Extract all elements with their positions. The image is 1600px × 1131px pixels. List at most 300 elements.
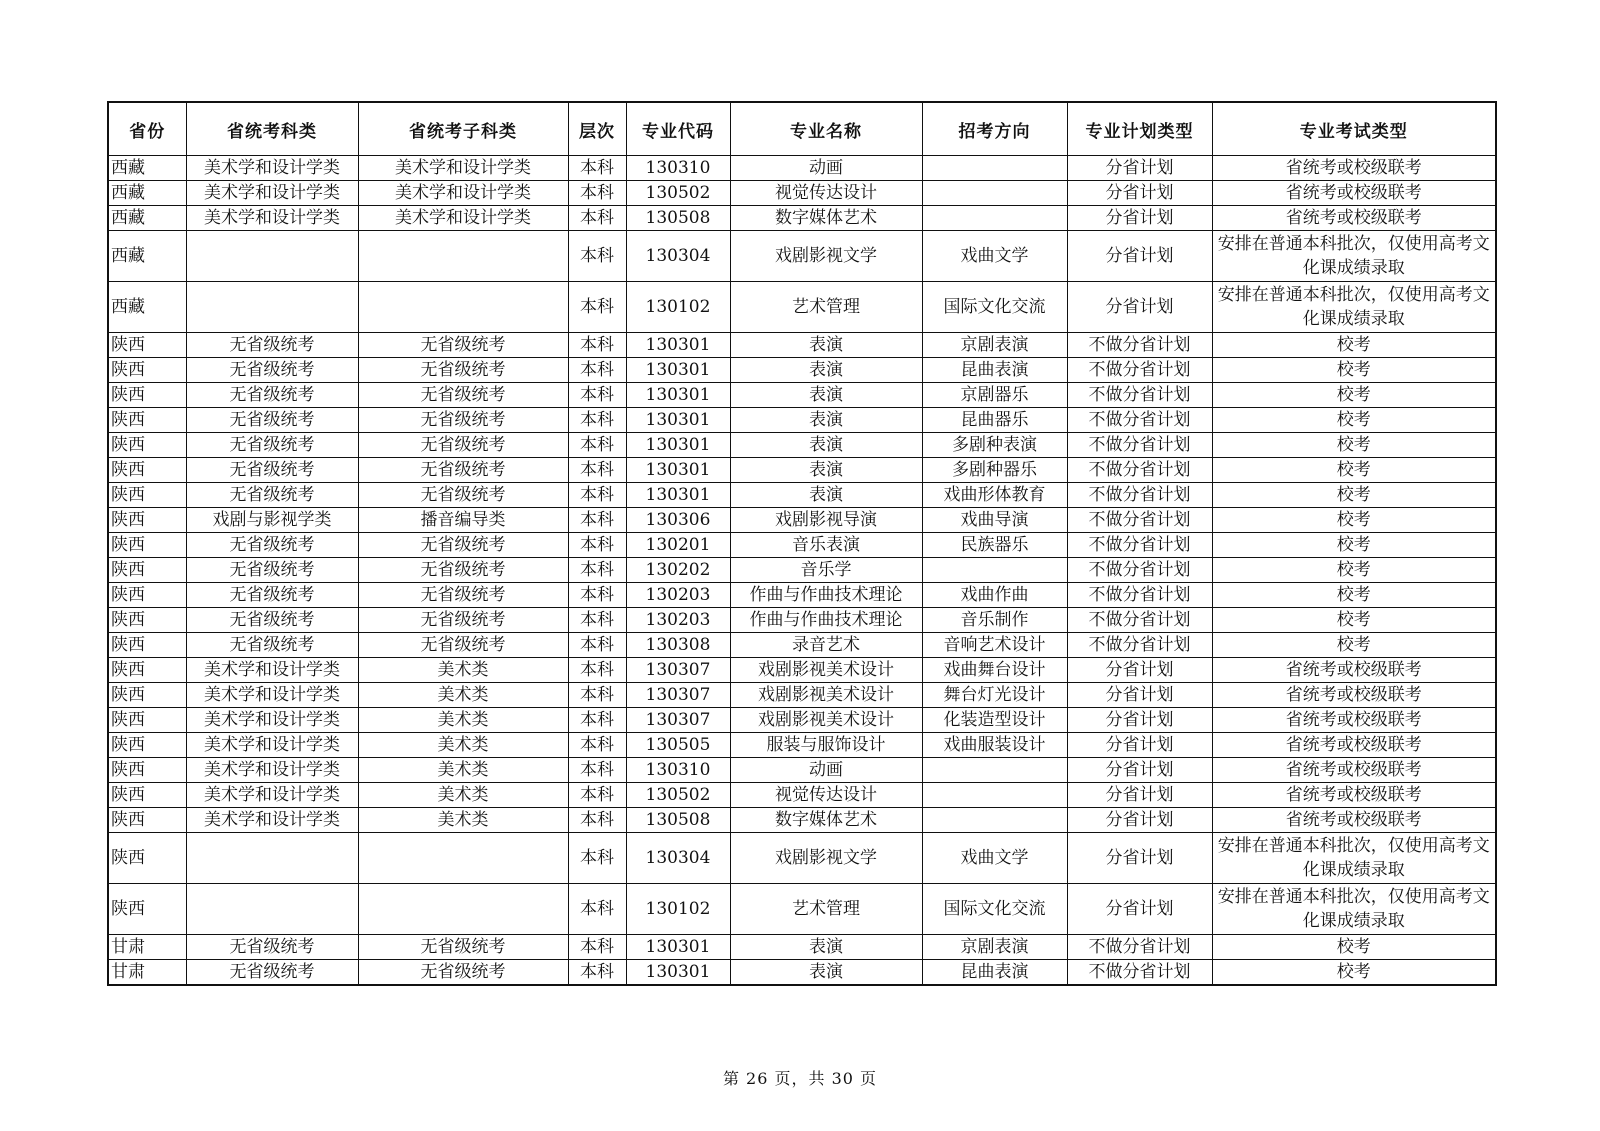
exam-category-cell	[186, 833, 358, 884]
level-cell: 本科	[568, 733, 626, 758]
province-cell: 陕西	[108, 483, 186, 508]
exam-category-cell: 美术学和设计学类	[186, 156, 358, 181]
major-name-cell: 表演	[730, 483, 922, 508]
exam-type-cell: 校考	[1212, 608, 1496, 633]
level-cell: 本科	[568, 833, 626, 884]
table-row	[108, 206, 1496, 231]
direction-cell: 民族器乐	[922, 533, 1067, 558]
major-code-cell: 130301	[626, 433, 730, 458]
province-cell: 陕西	[108, 633, 186, 658]
exam-category-cell: 无省级统考	[186, 433, 358, 458]
level-cell: 本科	[568, 181, 626, 206]
plan-type-cell: 分省计划	[1067, 658, 1212, 683]
exam-subcategory-cell: 美术类	[358, 808, 568, 833]
exam-type-cell: 省统考或校级联考	[1212, 206, 1496, 231]
major-code-cell: 130308	[626, 633, 730, 658]
exam-subcategory-cell: 美术类	[358, 733, 568, 758]
header-exam-type: 专业考试类型	[1212, 102, 1496, 156]
province-cell: 陕西	[108, 433, 186, 458]
exam-subcategory-cell: 美术类	[358, 758, 568, 783]
major-name-cell: 戏剧影视美术设计	[730, 708, 922, 733]
exam-category-cell	[186, 282, 358, 333]
admissions-table	[107, 101, 1497, 986]
major-code-cell: 130301	[626, 408, 730, 433]
table-row	[108, 282, 1496, 333]
table-row	[108, 683, 1496, 708]
table-row	[108, 383, 1496, 408]
major-name-cell: 数字媒体艺术	[730, 808, 922, 833]
plan-type-cell: 不做分省计划	[1067, 433, 1212, 458]
exam-subcategory-cell: 无省级统考	[358, 383, 568, 408]
province-cell: 陕西	[108, 758, 186, 783]
exam-category-cell: 美术学和设计学类	[186, 733, 358, 758]
province-cell: 陕西	[108, 383, 186, 408]
major-code-cell: 130307	[626, 658, 730, 683]
level-cell: 本科	[568, 783, 626, 808]
direction-cell: 戏曲形体教育	[922, 483, 1067, 508]
major-code-cell: 130301	[626, 358, 730, 383]
table-row	[108, 583, 1496, 608]
table-row	[108, 758, 1496, 783]
exam-subcategory-cell: 无省级统考	[358, 333, 568, 358]
exam-subcategory-cell: 美术类	[358, 783, 568, 808]
header-exam-category: 省统考科类	[186, 102, 358, 156]
plan-type-cell: 分省计划	[1067, 181, 1212, 206]
province-cell: 甘肃	[108, 935, 186, 960]
major-name-cell: 戏剧影视美术设计	[730, 658, 922, 683]
major-name-cell: 表演	[730, 433, 922, 458]
major-code-cell: 130310	[626, 156, 730, 181]
major-name-cell: 表演	[730, 383, 922, 408]
table-row	[108, 408, 1496, 433]
plan-type-cell: 不做分省计划	[1067, 608, 1212, 633]
major-name-cell: 视觉传达设计	[730, 181, 922, 206]
exam-subcategory-cell: 美术学和设计学类	[358, 181, 568, 206]
exam-type-cell: 校考	[1212, 508, 1496, 533]
header-plan-type: 专业计划类型	[1067, 102, 1212, 156]
direction-cell	[922, 808, 1067, 833]
exam-subcategory-cell: 无省级统考	[358, 533, 568, 558]
table-row	[108, 608, 1496, 633]
major-name-cell: 艺术管理	[730, 884, 922, 935]
plan-type-cell: 分省计划	[1067, 683, 1212, 708]
province-cell: 西藏	[108, 231, 186, 282]
major-code-cell: 130201	[626, 533, 730, 558]
direction-cell: 音响艺术设计	[922, 633, 1067, 658]
major-name-cell: 表演	[730, 408, 922, 433]
major-code-cell: 130301	[626, 383, 730, 408]
province-cell: 陕西	[108, 333, 186, 358]
exam-subcategory-cell: 无省级统考	[358, 583, 568, 608]
major-name-cell: 作曲与作曲技术理论	[730, 608, 922, 633]
level-cell: 本科	[568, 358, 626, 383]
exam-subcategory-cell: 无省级统考	[358, 633, 568, 658]
exam-type-cell: 安排在普通本科批次，仅使用高考文化课成绩录取	[1212, 231, 1496, 282]
direction-cell: 京剧表演	[922, 333, 1067, 358]
header-level: 层次	[568, 102, 626, 156]
exam-category-cell: 无省级统考	[186, 935, 358, 960]
direction-cell: 舞台灯光设计	[922, 683, 1067, 708]
table-row	[108, 433, 1496, 458]
major-code-cell: 130310	[626, 758, 730, 783]
major-name-cell: 表演	[730, 935, 922, 960]
exam-type-cell: 省统考或校级联考	[1212, 708, 1496, 733]
plan-type-cell: 分省计划	[1067, 833, 1212, 884]
level-cell: 本科	[568, 483, 626, 508]
level-cell: 本科	[568, 583, 626, 608]
level-cell: 本科	[568, 633, 626, 658]
plan-type-cell: 分省计划	[1067, 156, 1212, 181]
exam-category-cell: 美术学和设计学类	[186, 206, 358, 231]
major-code-cell: 130102	[626, 282, 730, 333]
exam-type-cell: 省统考或校级联考	[1212, 658, 1496, 683]
province-cell: 陕西	[108, 583, 186, 608]
exam-subcategory-cell: 美术学和设计学类	[358, 206, 568, 231]
header-major-name: 专业名称	[730, 102, 922, 156]
level-cell: 本科	[568, 333, 626, 358]
level-cell: 本科	[568, 383, 626, 408]
table-row	[108, 333, 1496, 358]
exam-category-cell: 无省级统考	[186, 533, 358, 558]
major-name-cell: 作曲与作曲技术理论	[730, 583, 922, 608]
exam-subcategory-cell: 无省级统考	[358, 935, 568, 960]
exam-subcategory-cell: 无省级统考	[358, 433, 568, 458]
province-cell: 西藏	[108, 206, 186, 231]
major-name-cell: 戏剧影视文学	[730, 231, 922, 282]
header-exam-subcategory: 省统考子科类	[358, 102, 568, 156]
major-name-cell: 表演	[730, 333, 922, 358]
province-cell: 陕西	[108, 358, 186, 383]
exam-type-cell: 校考	[1212, 408, 1496, 433]
province-cell: 西藏	[108, 156, 186, 181]
plan-type-cell: 不做分省计划	[1067, 583, 1212, 608]
major-code-cell: 130203	[626, 583, 730, 608]
plan-type-cell: 分省计划	[1067, 708, 1212, 733]
level-cell: 本科	[568, 508, 626, 533]
table-row	[108, 156, 1496, 181]
exam-subcategory-cell	[358, 884, 568, 935]
level-cell: 本科	[568, 433, 626, 458]
plan-type-cell: 分省计划	[1067, 758, 1212, 783]
table-row	[108, 833, 1496, 884]
plan-type-cell: 分省计划	[1067, 282, 1212, 333]
table-row	[108, 483, 1496, 508]
exam-category-cell: 无省级统考	[186, 583, 358, 608]
province-cell: 陕西	[108, 608, 186, 633]
exam-category-cell: 无省级统考	[186, 383, 358, 408]
table-row	[108, 658, 1496, 683]
table-row	[108, 533, 1496, 558]
exam-subcategory-cell: 无省级统考	[358, 608, 568, 633]
major-name-cell: 戏剧影视美术设计	[730, 683, 922, 708]
exam-type-cell: 校考	[1212, 558, 1496, 583]
exam-category-cell: 无省级统考	[186, 458, 358, 483]
direction-cell	[922, 783, 1067, 808]
exam-category-cell	[186, 884, 358, 935]
exam-category-cell	[186, 231, 358, 282]
table-row	[108, 783, 1496, 808]
exam-category-cell: 无省级统考	[186, 558, 358, 583]
direction-cell: 京剧器乐	[922, 383, 1067, 408]
exam-category-cell: 无省级统考	[186, 960, 358, 986]
table-row	[108, 358, 1496, 383]
province-cell: 陕西	[108, 808, 186, 833]
major-code-cell: 130301	[626, 935, 730, 960]
table-row	[108, 884, 1496, 935]
level-cell: 本科	[568, 533, 626, 558]
exam-category-cell: 美术学和设计学类	[186, 658, 358, 683]
exam-subcategory-cell: 美术类	[358, 708, 568, 733]
direction-cell: 化装造型设计	[922, 708, 1067, 733]
exam-type-cell: 校考	[1212, 633, 1496, 658]
province-cell: 陕西	[108, 533, 186, 558]
plan-type-cell: 不做分省计划	[1067, 483, 1212, 508]
exam-subcategory-cell: 美术学和设计学类	[358, 156, 568, 181]
province-cell: 陕西	[108, 408, 186, 433]
plan-type-cell: 分省计划	[1067, 206, 1212, 231]
major-name-cell: 表演	[730, 458, 922, 483]
exam-type-cell: 省统考或校级联考	[1212, 156, 1496, 181]
major-code-cell: 130301	[626, 333, 730, 358]
major-name-cell: 数字媒体艺术	[730, 206, 922, 231]
major-code-cell: 130301	[626, 960, 730, 986]
direction-cell: 音乐制作	[922, 608, 1067, 633]
exam-category-cell: 无省级统考	[186, 358, 358, 383]
level-cell: 本科	[568, 282, 626, 333]
exam-type-cell: 校考	[1212, 433, 1496, 458]
exam-subcategory-cell	[358, 833, 568, 884]
level-cell: 本科	[568, 935, 626, 960]
major-code-cell: 130307	[626, 708, 730, 733]
level-cell: 本科	[568, 558, 626, 583]
exam-category-cell: 无省级统考	[186, 608, 358, 633]
exam-type-cell: 安排在普通本科批次，仅使用高考文化课成绩录取	[1212, 884, 1496, 935]
exam-type-cell: 校考	[1212, 935, 1496, 960]
exam-category-cell: 戏剧与影视学类	[186, 508, 358, 533]
major-name-cell: 录音艺术	[730, 633, 922, 658]
exam-subcategory-cell: 美术类	[358, 683, 568, 708]
plan-type-cell: 不做分省计划	[1067, 558, 1212, 583]
plan-type-cell: 不做分省计划	[1067, 960, 1212, 986]
province-cell: 陕西	[108, 884, 186, 935]
exam-type-cell: 省统考或校级联考	[1212, 683, 1496, 708]
major-name-cell: 音乐学	[730, 558, 922, 583]
exam-subcategory-cell: 美术类	[358, 658, 568, 683]
table-row	[108, 231, 1496, 282]
exam-subcategory-cell: 无省级统考	[358, 358, 568, 383]
direction-cell: 戏曲文学	[922, 231, 1067, 282]
exam-category-cell: 无省级统考	[186, 333, 358, 358]
table-row	[108, 558, 1496, 583]
exam-type-cell: 省统考或校级联考	[1212, 808, 1496, 833]
header-direction: 招考方向	[922, 102, 1067, 156]
direction-cell: 多剧种表演	[922, 433, 1067, 458]
level-cell: 本科	[568, 608, 626, 633]
level-cell: 本科	[568, 708, 626, 733]
major-code-cell: 130202	[626, 558, 730, 583]
plan-type-cell: 不做分省计划	[1067, 333, 1212, 358]
direction-cell: 戏曲导演	[922, 508, 1067, 533]
plan-type-cell: 不做分省计划	[1067, 533, 1212, 558]
table-row	[108, 181, 1496, 206]
major-name-cell: 动画	[730, 758, 922, 783]
plan-type-cell: 分省计划	[1067, 231, 1212, 282]
level-cell: 本科	[568, 231, 626, 282]
level-cell: 本科	[568, 156, 626, 181]
plan-type-cell: 分省计划	[1067, 783, 1212, 808]
major-name-cell: 表演	[730, 960, 922, 986]
province-cell: 陕西	[108, 658, 186, 683]
exam-type-cell: 校考	[1212, 960, 1496, 986]
exam-category-cell: 无省级统考	[186, 483, 358, 508]
major-code-cell: 130203	[626, 608, 730, 633]
plan-type-cell: 分省计划	[1067, 884, 1212, 935]
table-row	[108, 508, 1496, 533]
plan-type-cell: 分省计划	[1067, 808, 1212, 833]
table-row	[108, 935, 1496, 960]
header-province: 省份	[108, 102, 186, 156]
direction-cell: 戏曲文学	[922, 833, 1067, 884]
direction-cell: 国际文化交流	[922, 282, 1067, 333]
header-major-code: 专业代码	[626, 102, 730, 156]
direction-cell: 国际文化交流	[922, 884, 1067, 935]
exam-category-cell: 无省级统考	[186, 633, 358, 658]
level-cell: 本科	[568, 960, 626, 986]
plan-type-cell: 不做分省计划	[1067, 633, 1212, 658]
exam-category-cell: 美术学和设计学类	[186, 708, 358, 733]
exam-type-cell: 校考	[1212, 383, 1496, 408]
major-code-cell: 130304	[626, 833, 730, 884]
table-body	[108, 156, 1496, 986]
exam-subcategory-cell	[358, 282, 568, 333]
province-cell: 陕西	[108, 558, 186, 583]
exam-subcategory-cell: 无省级统考	[358, 458, 568, 483]
table-row	[108, 733, 1496, 758]
major-name-cell: 戏剧影视文学	[730, 833, 922, 884]
major-name-cell: 戏剧影视导演	[730, 508, 922, 533]
direction-cell	[922, 156, 1067, 181]
province-cell: 西藏	[108, 181, 186, 206]
province-cell: 陕西	[108, 783, 186, 808]
page-footer: 第 26 页，共 30 页	[722, 1069, 878, 1088]
exam-type-cell: 省统考或校级联考	[1212, 783, 1496, 808]
direction-cell: 京剧表演	[922, 935, 1067, 960]
exam-subcategory-cell: 无省级统考	[358, 960, 568, 986]
level-cell: 本科	[568, 658, 626, 683]
major-code-cell: 130102	[626, 884, 730, 935]
major-name-cell: 音乐表演	[730, 533, 922, 558]
major-code-cell: 130508	[626, 206, 730, 231]
header-row	[108, 102, 1496, 156]
province-cell: 陕西	[108, 458, 186, 483]
direction-cell: 戏曲舞台设计	[922, 658, 1067, 683]
exam-category-cell: 美术学和设计学类	[186, 783, 358, 808]
major-name-cell: 视觉传达设计	[730, 783, 922, 808]
province-cell: 陕西	[108, 508, 186, 533]
direction-cell	[922, 758, 1067, 783]
major-name-cell: 服装与服饰设计	[730, 733, 922, 758]
exam-type-cell: 安排在普通本科批次，仅使用高考文化课成绩录取	[1212, 282, 1496, 333]
major-code-cell: 130508	[626, 808, 730, 833]
direction-cell: 戏曲作曲	[922, 583, 1067, 608]
level-cell: 本科	[568, 458, 626, 483]
exam-type-cell: 省统考或校级联考	[1212, 733, 1496, 758]
exam-category-cell: 美术学和设计学类	[186, 683, 358, 708]
major-name-cell: 艺术管理	[730, 282, 922, 333]
exam-subcategory-cell: 无省级统考	[358, 408, 568, 433]
province-cell: 甘肃	[108, 960, 186, 986]
level-cell: 本科	[568, 884, 626, 935]
table-row	[108, 960, 1496, 986]
exam-type-cell: 安排在普通本科批次，仅使用高考文化课成绩录取	[1212, 833, 1496, 884]
province-cell: 陕西	[108, 708, 186, 733]
table-row	[108, 708, 1496, 733]
direction-cell: 昆曲表演	[922, 358, 1067, 383]
major-code-cell: 130502	[626, 783, 730, 808]
exam-type-cell: 校考	[1212, 358, 1496, 383]
direction-cell: 昆曲器乐	[922, 408, 1067, 433]
major-code-cell: 130304	[626, 231, 730, 282]
plan-type-cell: 分省计划	[1067, 733, 1212, 758]
plan-type-cell: 不做分省计划	[1067, 358, 1212, 383]
direction-cell: 戏曲服装设计	[922, 733, 1067, 758]
table-row	[108, 808, 1496, 833]
major-code-cell: 130307	[626, 683, 730, 708]
plan-type-cell: 不做分省计划	[1067, 458, 1212, 483]
level-cell: 本科	[568, 408, 626, 433]
exam-type-cell: 校考	[1212, 483, 1496, 508]
direction-cell: 昆曲表演	[922, 960, 1067, 986]
exam-type-cell: 省统考或校级联考	[1212, 181, 1496, 206]
direction-cell	[922, 558, 1067, 583]
province-cell: 陕西	[108, 733, 186, 758]
exam-subcategory-cell	[358, 231, 568, 282]
exam-type-cell: 省统考或校级联考	[1212, 758, 1496, 783]
exam-category-cell: 美术学和设计学类	[186, 758, 358, 783]
plan-type-cell: 不做分省计划	[1067, 383, 1212, 408]
direction-cell	[922, 206, 1067, 231]
major-name-cell: 动画	[730, 156, 922, 181]
exam-type-cell: 校考	[1212, 333, 1496, 358]
exam-type-cell: 校考	[1212, 583, 1496, 608]
plan-type-cell: 不做分省计划	[1067, 935, 1212, 960]
major-code-cell: 130301	[626, 483, 730, 508]
exam-category-cell: 美术学和设计学类	[186, 808, 358, 833]
plan-type-cell: 不做分省计划	[1067, 508, 1212, 533]
level-cell: 本科	[568, 808, 626, 833]
direction-cell	[922, 181, 1067, 206]
province-cell: 陕西	[108, 833, 186, 884]
exam-subcategory-cell: 播音编导类	[358, 508, 568, 533]
direction-cell: 多剧种器乐	[922, 458, 1067, 483]
province-cell: 陕西	[108, 683, 186, 708]
exam-subcategory-cell: 无省级统考	[358, 483, 568, 508]
major-code-cell: 130306	[626, 508, 730, 533]
major-code-cell: 130505	[626, 733, 730, 758]
province-cell: 西藏	[108, 282, 186, 333]
exam-category-cell: 无省级统考	[186, 408, 358, 433]
exam-type-cell: 校考	[1212, 458, 1496, 483]
major-code-cell: 130301	[626, 458, 730, 483]
major-name-cell: 表演	[730, 358, 922, 383]
level-cell: 本科	[568, 206, 626, 231]
exam-category-cell: 美术学和设计学类	[186, 181, 358, 206]
exam-type-cell: 校考	[1212, 533, 1496, 558]
table-row	[108, 458, 1496, 483]
level-cell: 本科	[568, 683, 626, 708]
level-cell: 本科	[568, 758, 626, 783]
major-code-cell: 130502	[626, 181, 730, 206]
